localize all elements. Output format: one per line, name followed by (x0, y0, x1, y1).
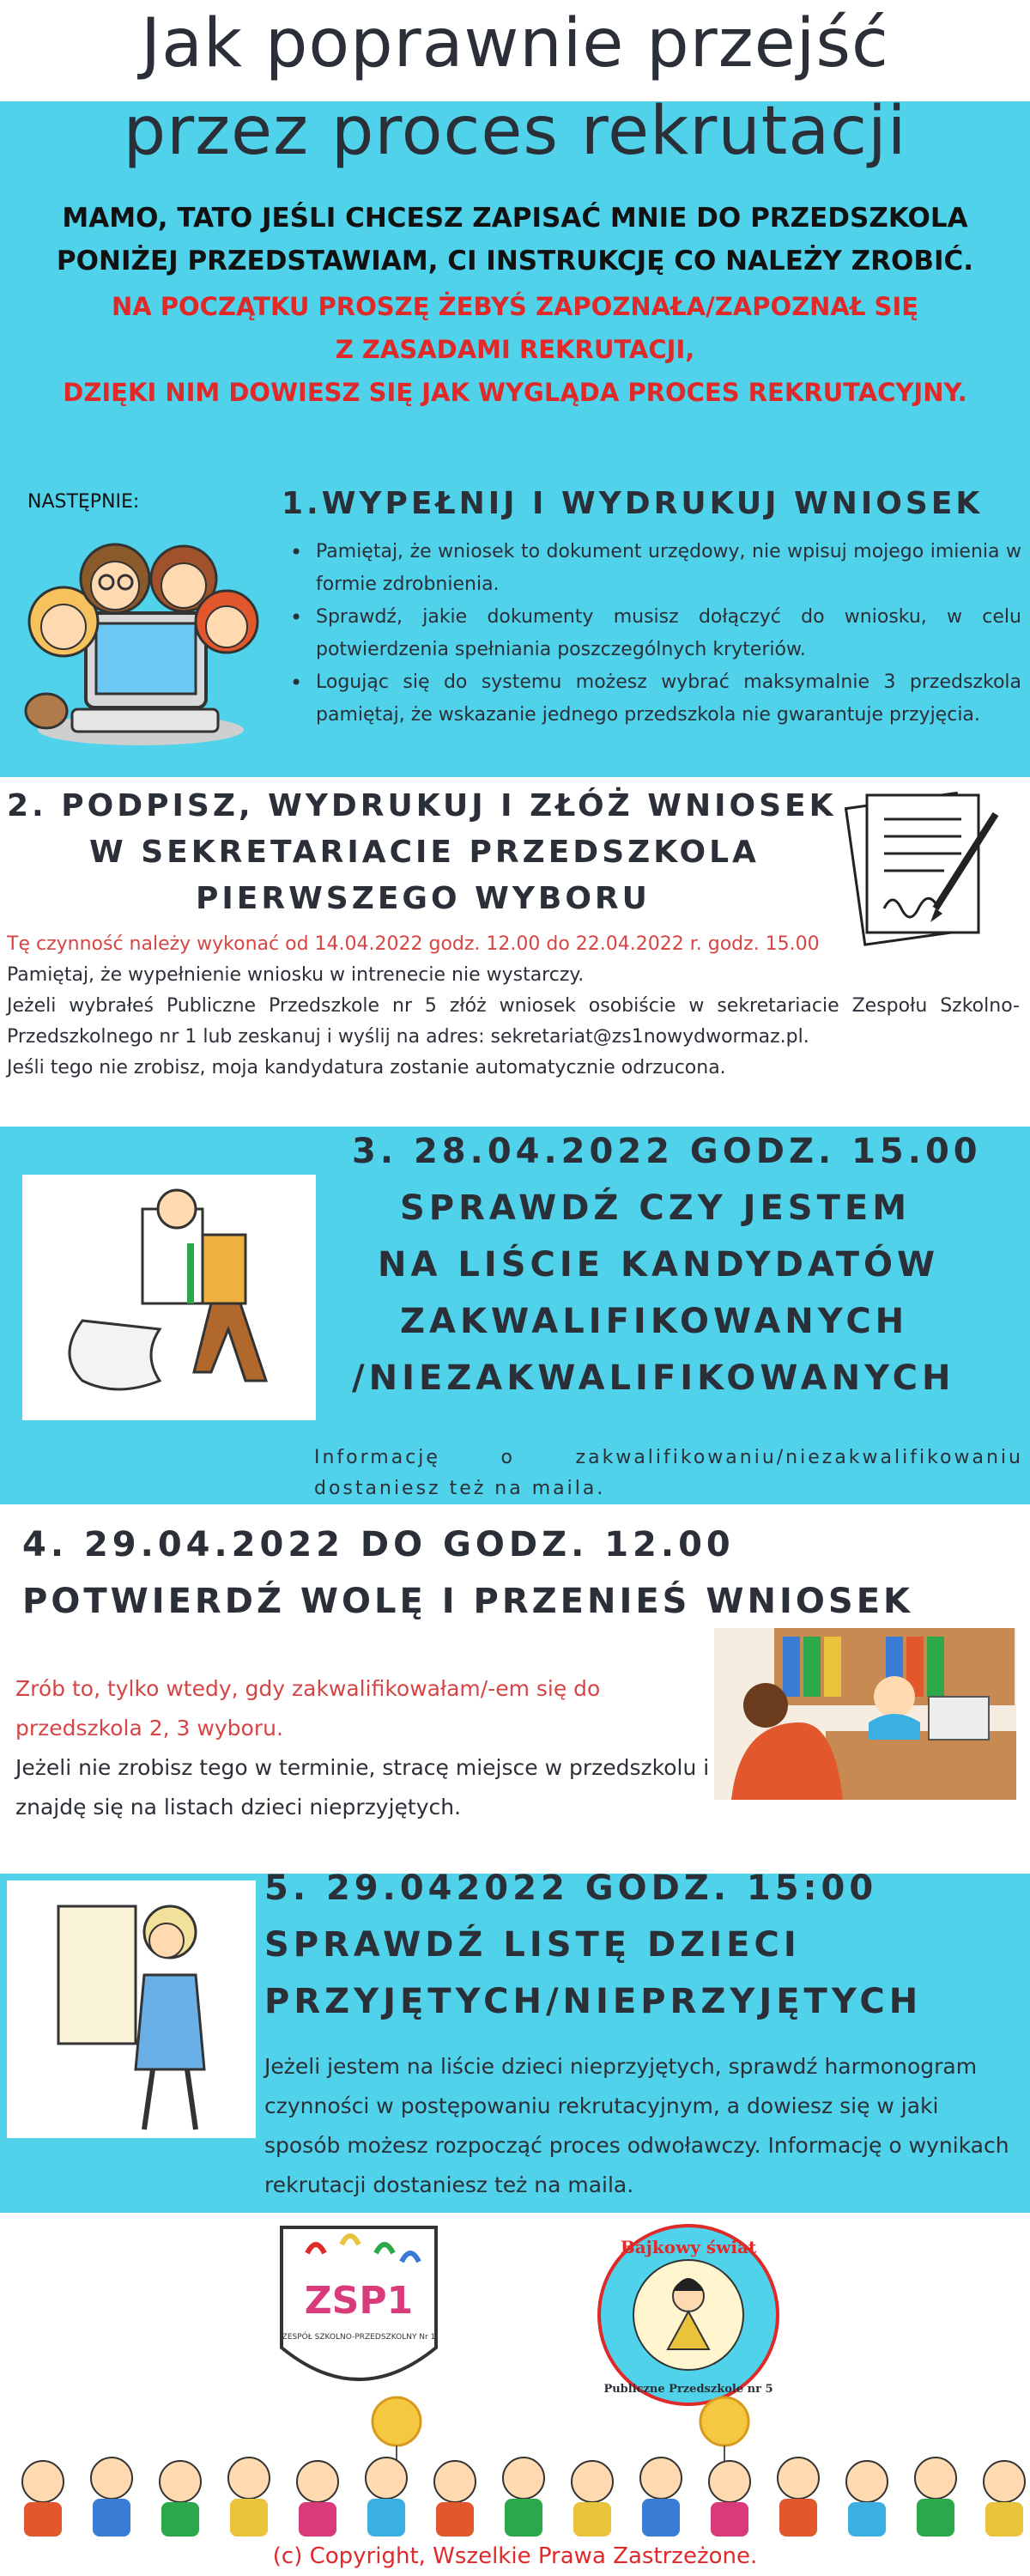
page-title-line-2: przez proces rekrutacji (123, 93, 907, 170)
step2-title-line-3: PIERWSZEGO WYBORU (196, 881, 651, 916)
copyright-text: (c) Copyright, Wszelkie Prawa Zastrzeżone. (272, 2543, 758, 2569)
step1-bullet-3: • Logując się do systemu możesz wybrać maksymalnie 3 przedszkola pamiętaj, że wskazanie jednego przedszkola nie gwarantuje przyjęcia. (283, 666, 1021, 732)
intro-red-line-1: NA POCZĄTKU PROSZĘ ŻEBYŚ ZAPOZNAŁA/ZAPOZNAŁ SIĘ (111, 292, 919, 321)
logo2-top-text: Bajkowy świat (620, 2237, 757, 2257)
step2-deadline: Tę czynność należy wykonać od 14.04.2022 godz. 12.00 do 22.04.2022 r. godz. 15.00 (7, 933, 820, 955)
next-label: NASTĘPNIE: (27, 491, 140, 513)
zsp1-school-logo (273, 2219, 445, 2411)
kids-holding-hands-illustration (0, 2396, 1030, 2542)
intro-red-line-2: Z ZASADAMI REKRUTACJI, (335, 335, 695, 364)
step2-paragraph-1: Pamiętaj, że wypełnienie wniosku w intrenecie nie wystarczy. (7, 964, 585, 986)
step3-title-line-2: SPRAWDŹ CZY JESTEM (400, 1188, 912, 1228)
step4-title-line-2: POTWIERDŹ WOLĘ I PRZENIEŚ WNIOSEK (22, 1582, 914, 1621)
step3-title-line-3: NA LIŚCIE KANDYDATÓW (378, 1245, 940, 1285)
step2-paragraph-3: Jeśli tego nie zrobisz, moja kandydatura zostanie automatycznie odrzucona. (7, 1057, 726, 1078)
logo1-sub: ZESPÓŁ SZKOLNO-PRZEDSZKOLNY Nr 1 (282, 2333, 436, 2342)
kids-computer-illustration (12, 527, 270, 752)
step2-paragraph-2: Jeżeli wybrałeś Publiczne Przedszkole nr 5 złóż wniosek osobiście w sekretariacie Zespołu Szkolno-Przedszkolnego nr 1 lub zeskanuj i wyślij na adres: sekretariat@zs1nowydwormaz.pl. (7, 995, 1020, 1048)
logo1-text: ZSP1 (304, 2279, 414, 2323)
step3-title-line-5: /NIEZAKWALIFIKOWANYCH (352, 1358, 955, 1398)
kids-row (22, 2458, 1025, 2537)
step1-bullet-2: • Sprawdź, jakie dokumenty musisz dołączyć do wniosku, w celu potwierdzenia spełniania poszczególnych kryteriów. (283, 601, 1021, 666)
step1-bullet-1: • Pamiętaj, że wniosek to dokument urzędowy, nie wpisuj mojego imienia w formie zdrobnienia. (283, 536, 1021, 601)
step1-bullets (283, 536, 1021, 732)
step3-title-line-1: 3. 28.04.2022 GODZ. 15.00 (352, 1132, 982, 1171)
step5-title-line-1: 5. 29.042022 GODZ. 15:00 (264, 1868, 878, 1908)
document-signing-illustration (841, 780, 1013, 951)
step2-title-line-1: 2. PODPISZ, WYDRUKUJ I ZŁÓŻ WNIOSEK (7, 788, 837, 823)
intro-line-1: MAMO, TATO JEŚLI CHCESZ ZAPISAĆ MNIE DO PRZEDSZKOLA (62, 203, 968, 234)
step1-title: 1.WYPEŁNIJ I WYDRUKUJ WNIOSEK (282, 486, 984, 521)
bajkowy-swiat-logo (594, 2221, 783, 2409)
girl-with-scroll-illustration (7, 1880, 256, 2138)
step4-condition: Zrób to, tylko wtedy, gdy zakwalifikowałam/-em się do przedszkola 2, 3 wyboru. (15, 1676, 601, 1741)
step5-paragraph: Jeżeli jestem na liście dzieci nieprzyjętych, sprawdź harmonogram czynności w postępowaniu rekrutacyjnym, a dowiesz się w jaki sposób możesz rozpocząć proces odwoławczy. Informację o wynikach rekrutacji dostaniesz też na maila. (264, 2054, 1009, 2197)
intro-red-line-3: DZIĘKI NIM DOWIESZ SIĘ JAK WYGLĄDA PROCES REKRUTACYJNY. (63, 378, 967, 407)
step3-title-line-4: ZAKWALIFIKOWANYCH (400, 1302, 909, 1341)
intro-line-2: PONIŻEJ PRZEDSTAWIAM, CI INSTRUKCJĘ CO NALEŻY ZROBIĆ. (56, 246, 974, 276)
page-title-line-1: Jak poprawnie przejść (141, 5, 889, 82)
man-reading-list-illustration (22, 1175, 316, 1420)
step4-paragraph: Jeżeli nie zrobisz tego w terminie, stracę miejsce w przedszkolu i znajdę się na listach dzieci nieprzyjętych. (15, 1755, 710, 1820)
step4-title-line-1: 4. 29.04.2022 DO GODZ. 12.00 (22, 1525, 735, 1564)
office-desk-illustration (714, 1628, 1016, 1800)
step2-title-line-2: W SEKRETARIACIE PRZEDSZKOLA (89, 835, 760, 870)
step3-info: Informację o zakwalifikowaniu/niezakwalifikowaniu dostaniesz też na maila. (314, 1447, 1023, 1499)
step5-title-line-2: SPRAWDŹ LISTĘ DZIECI (264, 1925, 801, 1965)
logo2-bottom-text: Publiczne Przedszkole nr 5 (603, 2383, 773, 2396)
step5-title-line-3: PRZYJĘTYCH/NIEPRZYJĘTYCH (264, 1982, 923, 2021)
